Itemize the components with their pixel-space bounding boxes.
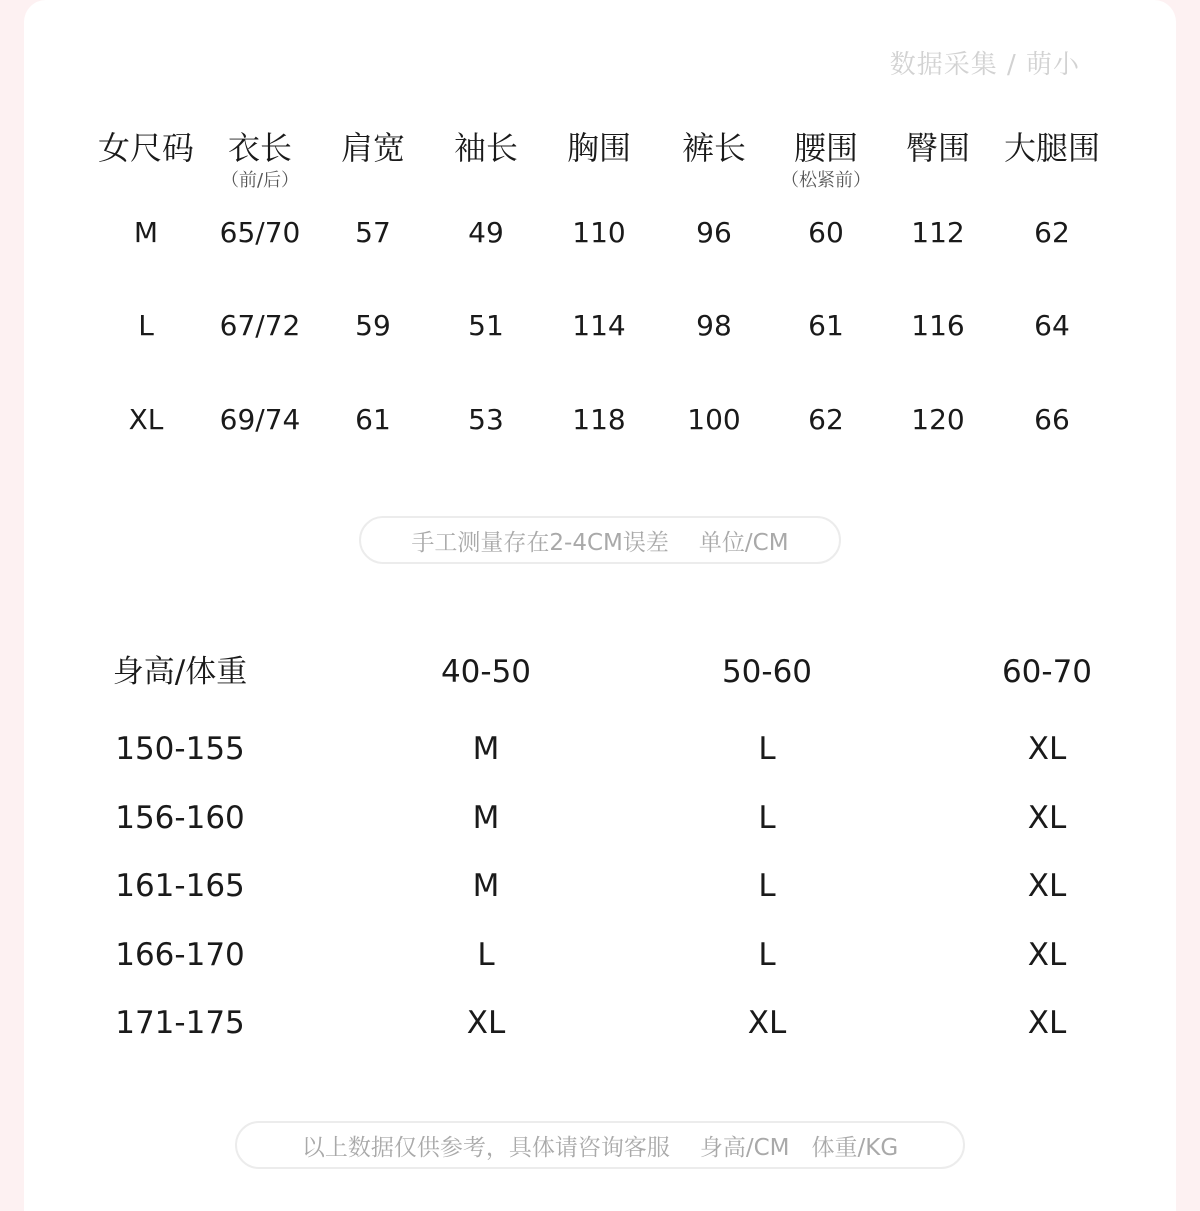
table-row <box>24 864 1176 908</box>
header-weight-range: 60-70 <box>1001 654 1093 690</box>
table-cell: 100 <box>687 403 741 436</box>
table-cell: 67/72 <box>219 309 301 342</box>
header-label: 袖长 <box>453 129 518 167</box>
table-cell: 118 <box>572 403 626 436</box>
table-cell: 59 <box>355 309 391 342</box>
header-waist <box>771 126 881 192</box>
table-row <box>24 400 1176 440</box>
reference-note-text: 以上数据仅供参考，具体请咨询客服 <box>301 1134 670 1161</box>
header-shoulder <box>318 126 428 170</box>
table-cell: M <box>133 216 159 249</box>
recommended-size: L <box>758 937 776 973</box>
recommended-size: L <box>477 937 495 973</box>
recommended-size: XL <box>1027 731 1067 767</box>
table-cell: 110 <box>572 216 626 249</box>
source-credit: 数据采集 / 萌小 <box>889 50 1080 80</box>
height-range: 171-175 <box>115 1005 245 1041</box>
weight-unit: 体重/KG <box>811 1134 899 1161</box>
header-chest <box>544 126 654 170</box>
measurement-note-text: 手工测量存在2-4CM误差 <box>411 529 669 556</box>
table-cell: 114 <box>572 309 626 342</box>
table-cell: 98 <box>696 309 732 342</box>
height-range: 166-170 <box>115 937 245 973</box>
header-pants-length <box>659 126 769 170</box>
header-label: 腰围 <box>793 129 858 167</box>
table-cell: 66 <box>1034 403 1070 436</box>
table-row <box>24 933 1176 977</box>
recommendation-header <box>24 650 1176 694</box>
height-range: 150-155 <box>115 731 245 767</box>
table-cell: 116 <box>911 309 965 342</box>
header-label: 衣长 <box>227 129 292 167</box>
recommended-size: M <box>472 731 500 767</box>
header-hip <box>883 126 993 170</box>
table-cell: 49 <box>468 216 504 249</box>
table-cell: 53 <box>468 403 504 436</box>
table-cell: 62 <box>808 403 844 436</box>
header-height-weight: 身高/体重 <box>112 654 248 690</box>
size-chart-card <box>24 0 1176 1211</box>
recommended-size: L <box>758 800 776 836</box>
height-range: 161-165 <box>115 868 245 904</box>
header-label: 裤长 <box>681 129 746 167</box>
header-weight-range: 40-50 <box>440 654 532 690</box>
table-cell: L <box>138 309 154 342</box>
table-cell: 61 <box>808 309 844 342</box>
recommended-size: XL <box>747 1005 787 1041</box>
reference-note <box>235 1121 965 1169</box>
header-label: 臀围 <box>905 129 970 167</box>
header-label: 大腿围 <box>1003 129 1100 167</box>
table-cell: 96 <box>696 216 732 249</box>
table-cell: 51 <box>468 309 504 342</box>
recommended-size: XL <box>1027 937 1067 973</box>
table-cell: 112 <box>911 216 965 249</box>
table-cell: 60 <box>808 216 844 249</box>
table-cell: XL <box>128 403 164 436</box>
recommended-size: XL <box>1027 868 1067 904</box>
table-cell: 69/74 <box>219 403 301 436</box>
table-cell: 64 <box>1034 309 1070 342</box>
header-weight-range: 50-60 <box>721 654 813 690</box>
recommended-size: L <box>758 868 776 904</box>
recommended-size: L <box>758 731 776 767</box>
table-cell: 57 <box>355 216 391 249</box>
table-row <box>24 727 1176 771</box>
recommended-size: M <box>472 868 500 904</box>
recommended-size: XL <box>1027 800 1067 836</box>
height-range: 156-160 <box>115 800 245 836</box>
header-note: （前/后） <box>220 170 300 191</box>
header-label: 胸围 <box>566 129 631 167</box>
header-label: 女尺码 <box>97 129 194 167</box>
size-table-header <box>24 126 1176 196</box>
table-row <box>24 1001 1176 1045</box>
measurement-note <box>359 516 841 564</box>
header-sleeve <box>431 126 541 170</box>
table-cell: 120 <box>911 403 965 436</box>
header-thigh <box>997 126 1107 170</box>
table-cell: 62 <box>1034 216 1070 249</box>
table-row <box>24 306 1176 346</box>
table-row <box>24 213 1176 253</box>
table-cell: 61 <box>355 403 391 436</box>
table-row <box>24 796 1176 840</box>
header-size <box>91 126 201 170</box>
header-length <box>205 126 315 192</box>
recommended-size: M <box>472 800 500 836</box>
header-note: （松紧前） <box>781 170 871 191</box>
measurement-unit: 单位/CM <box>698 529 789 556</box>
header-label: 肩宽 <box>340 129 405 167</box>
recommended-size: XL <box>466 1005 506 1041</box>
recommended-size: XL <box>1027 1005 1067 1041</box>
table-cell: 65/70 <box>219 216 301 249</box>
height-unit: 身高/CM <box>699 1134 790 1161</box>
